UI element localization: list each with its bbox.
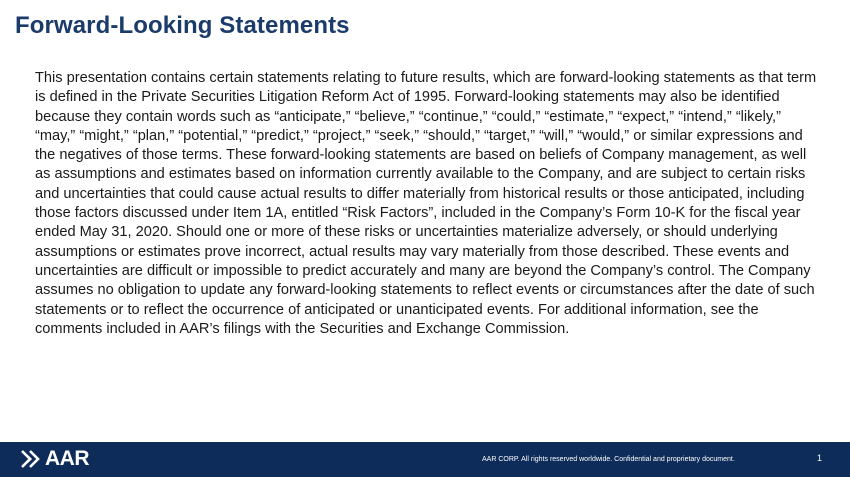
copyright-notice: AAR CORP. All rights reserved worldwide. Confidential and proprietary document. [482,456,735,463]
aar-chevron-logo-icon [21,450,41,468]
forward-looking-statement-paragraph: This presentation contains certain statements relating to future results, which are forward-looking statements as that term is defined in the Private Securities Litigation Reform Act of 1995. Forward-looking statements may also be identified because they contain words such as “anticipate,” “believe,” “continue,” “could,” “estimate,” “expect,” “intend,” “likely,” “may,” “might,” “plan,” “potential,” “predict,” “project,” “seek,” “should,” “target,” “will,” “would,” or similar expressions and the negatives of those terms. These forward-looking statements are based on beliefs of Company management, as well as assumptions and estimates based on information currently available to the Company, and are subject to certain risks and uncertainties that could cause actual results to differ materially from historical results or those anticipated, including those factors discussed under Item 1A, entitled “Risk Factors”, included in the Company’s Form 10-K for the fiscal year ended May 31, 2020. Should one or more of these risks or uncertainties materialize adversely, or should underlying assumptions or estimates prove incorrect, actual results may vary materially from those described. These events and uncertainties are difficult or impossible to predict accurately and many are beyond the Company’s control. The Company assumes no obligation to update any forward-looking statements to reflect events or circumstances after the date of such statements or to reflect the occurrence of anticipated or unanticipated events. For additional information, see the comments included in AAR’s filings with the Securities and Exchange Commission. [35,70,817,337]
aar-logo-wordmark: AAR [45,447,89,470]
aar-logo [21,449,89,469]
footer-bar [0,442,850,477]
page-number: 1 [817,453,823,463]
slide-title: Forward-Looking Statements [15,12,350,39]
